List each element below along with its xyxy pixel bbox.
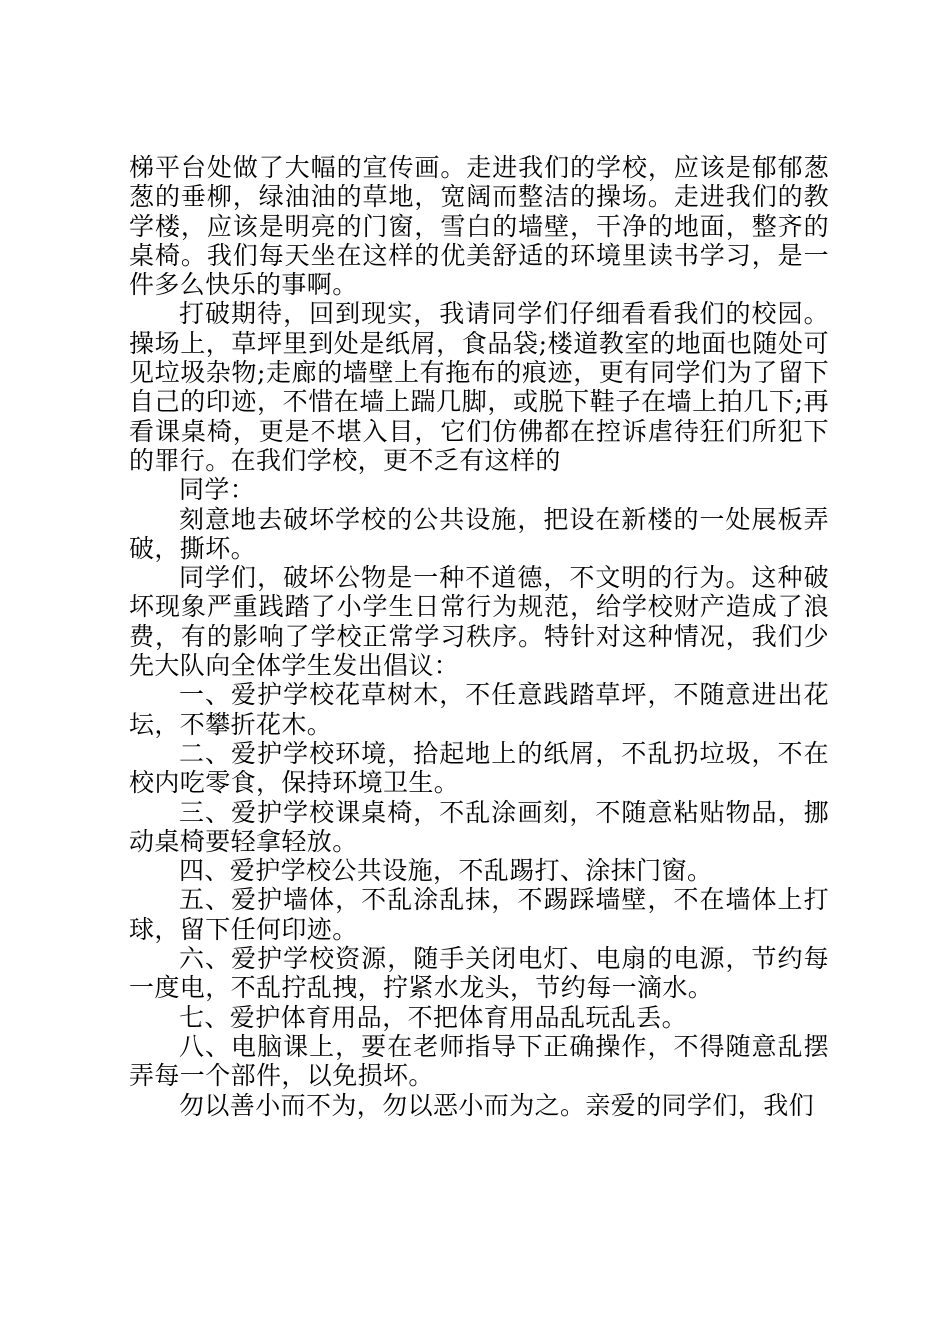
proposal-item-5: 五、爱护墙体，不乱涂乱抹，不踢踩墙壁，不在墙体上打球，留下任何印迹。 xyxy=(129,885,829,944)
proposal-item-7: 七、爱护体育用品，不把体育用品乱玩乱丢。 xyxy=(179,1002,688,1032)
paragraph-4: 刻意地去破坏学校的公共设施，把设在新楼的一处展板弄破，撕坏。 xyxy=(129,504,829,563)
proposal-item-1: 一、爱护学校花草树木，不任意践踏草坪，不随意进出花坛，不攀折花木。 xyxy=(129,680,829,739)
proposal-item-3: 三、爱护学校课桌椅，不乱涂画刻，不随意粘贴物品，挪动桌椅要轻拿轻放。 xyxy=(129,797,829,856)
proposal-item-2: 二、爱护学校环境，拾起地上的纸屑，不乱扔垃圾，不在校内吃零食，保持环境卫生。 xyxy=(129,738,829,798)
proposal-item-6: 六、爱护学校资源，随手关闭电灯、电扇的电源，节约每一度电，不乱拧乱拽，拧紧水龙头，节约每一滴水。 xyxy=(129,944,829,1003)
document-body xyxy=(129,153,829,1120)
paragraph-5: 同学们，破坏公物是一种不道德，不文明的行为。这种破坏现象严重践踏了小学生日常行为规范，给学校财产造成了浪费，有的影响了学校正常学习秩序。特针对这种情况，我们少先大队向全体学生发出倡议： xyxy=(129,563,829,681)
paragraph-2: 打破期待，回到现实，我请同学们仔细看看我们的校园。操场上，草坪里到处是纸屑，食品袋;楼道教室的地面也随处可见垃圾杂物;走廊的墙壁上有拖布的痕迹，更有同学们为了留下自己的印迹，不惜在墙上踹几脚，或脱下鞋子在墙上拍几下;再看课桌椅，更是不堪入目，它们仿佛都在控诉虐待狂们所犯下的罪行。在我们学校，更不乏有这样的 xyxy=(129,299,829,475)
proposal-item-8: 八、电脑课上，要在老师指导下正确操作，不得随意乱摆弄每一个部件，以免损坏。 xyxy=(129,1031,829,1091)
paragraph-3: 同学： xyxy=(179,475,256,505)
paragraph-1: 梯平台处做了大幅的宣传画。走进我们的学校，应该是郁郁葱葱的垂柳，绿油油的草地，宽阔而整洁的操场。走进我们的教学楼，应该是明亮的门窗，雪白的墙壁，干净的地面，整齐的桌椅。我们每天坐在这样的优美舒适的环境里读书学习，是一件多么快乐的事啊。 xyxy=(129,153,829,300)
proposal-item-4: 四、爱护学校公共设施，不乱踢打、涂抹门窗。 xyxy=(179,856,713,886)
closing-paragraph: 勿以善小而不为，勿以恶小而为之。亲爱的同学们，我们 xyxy=(179,1090,815,1120)
